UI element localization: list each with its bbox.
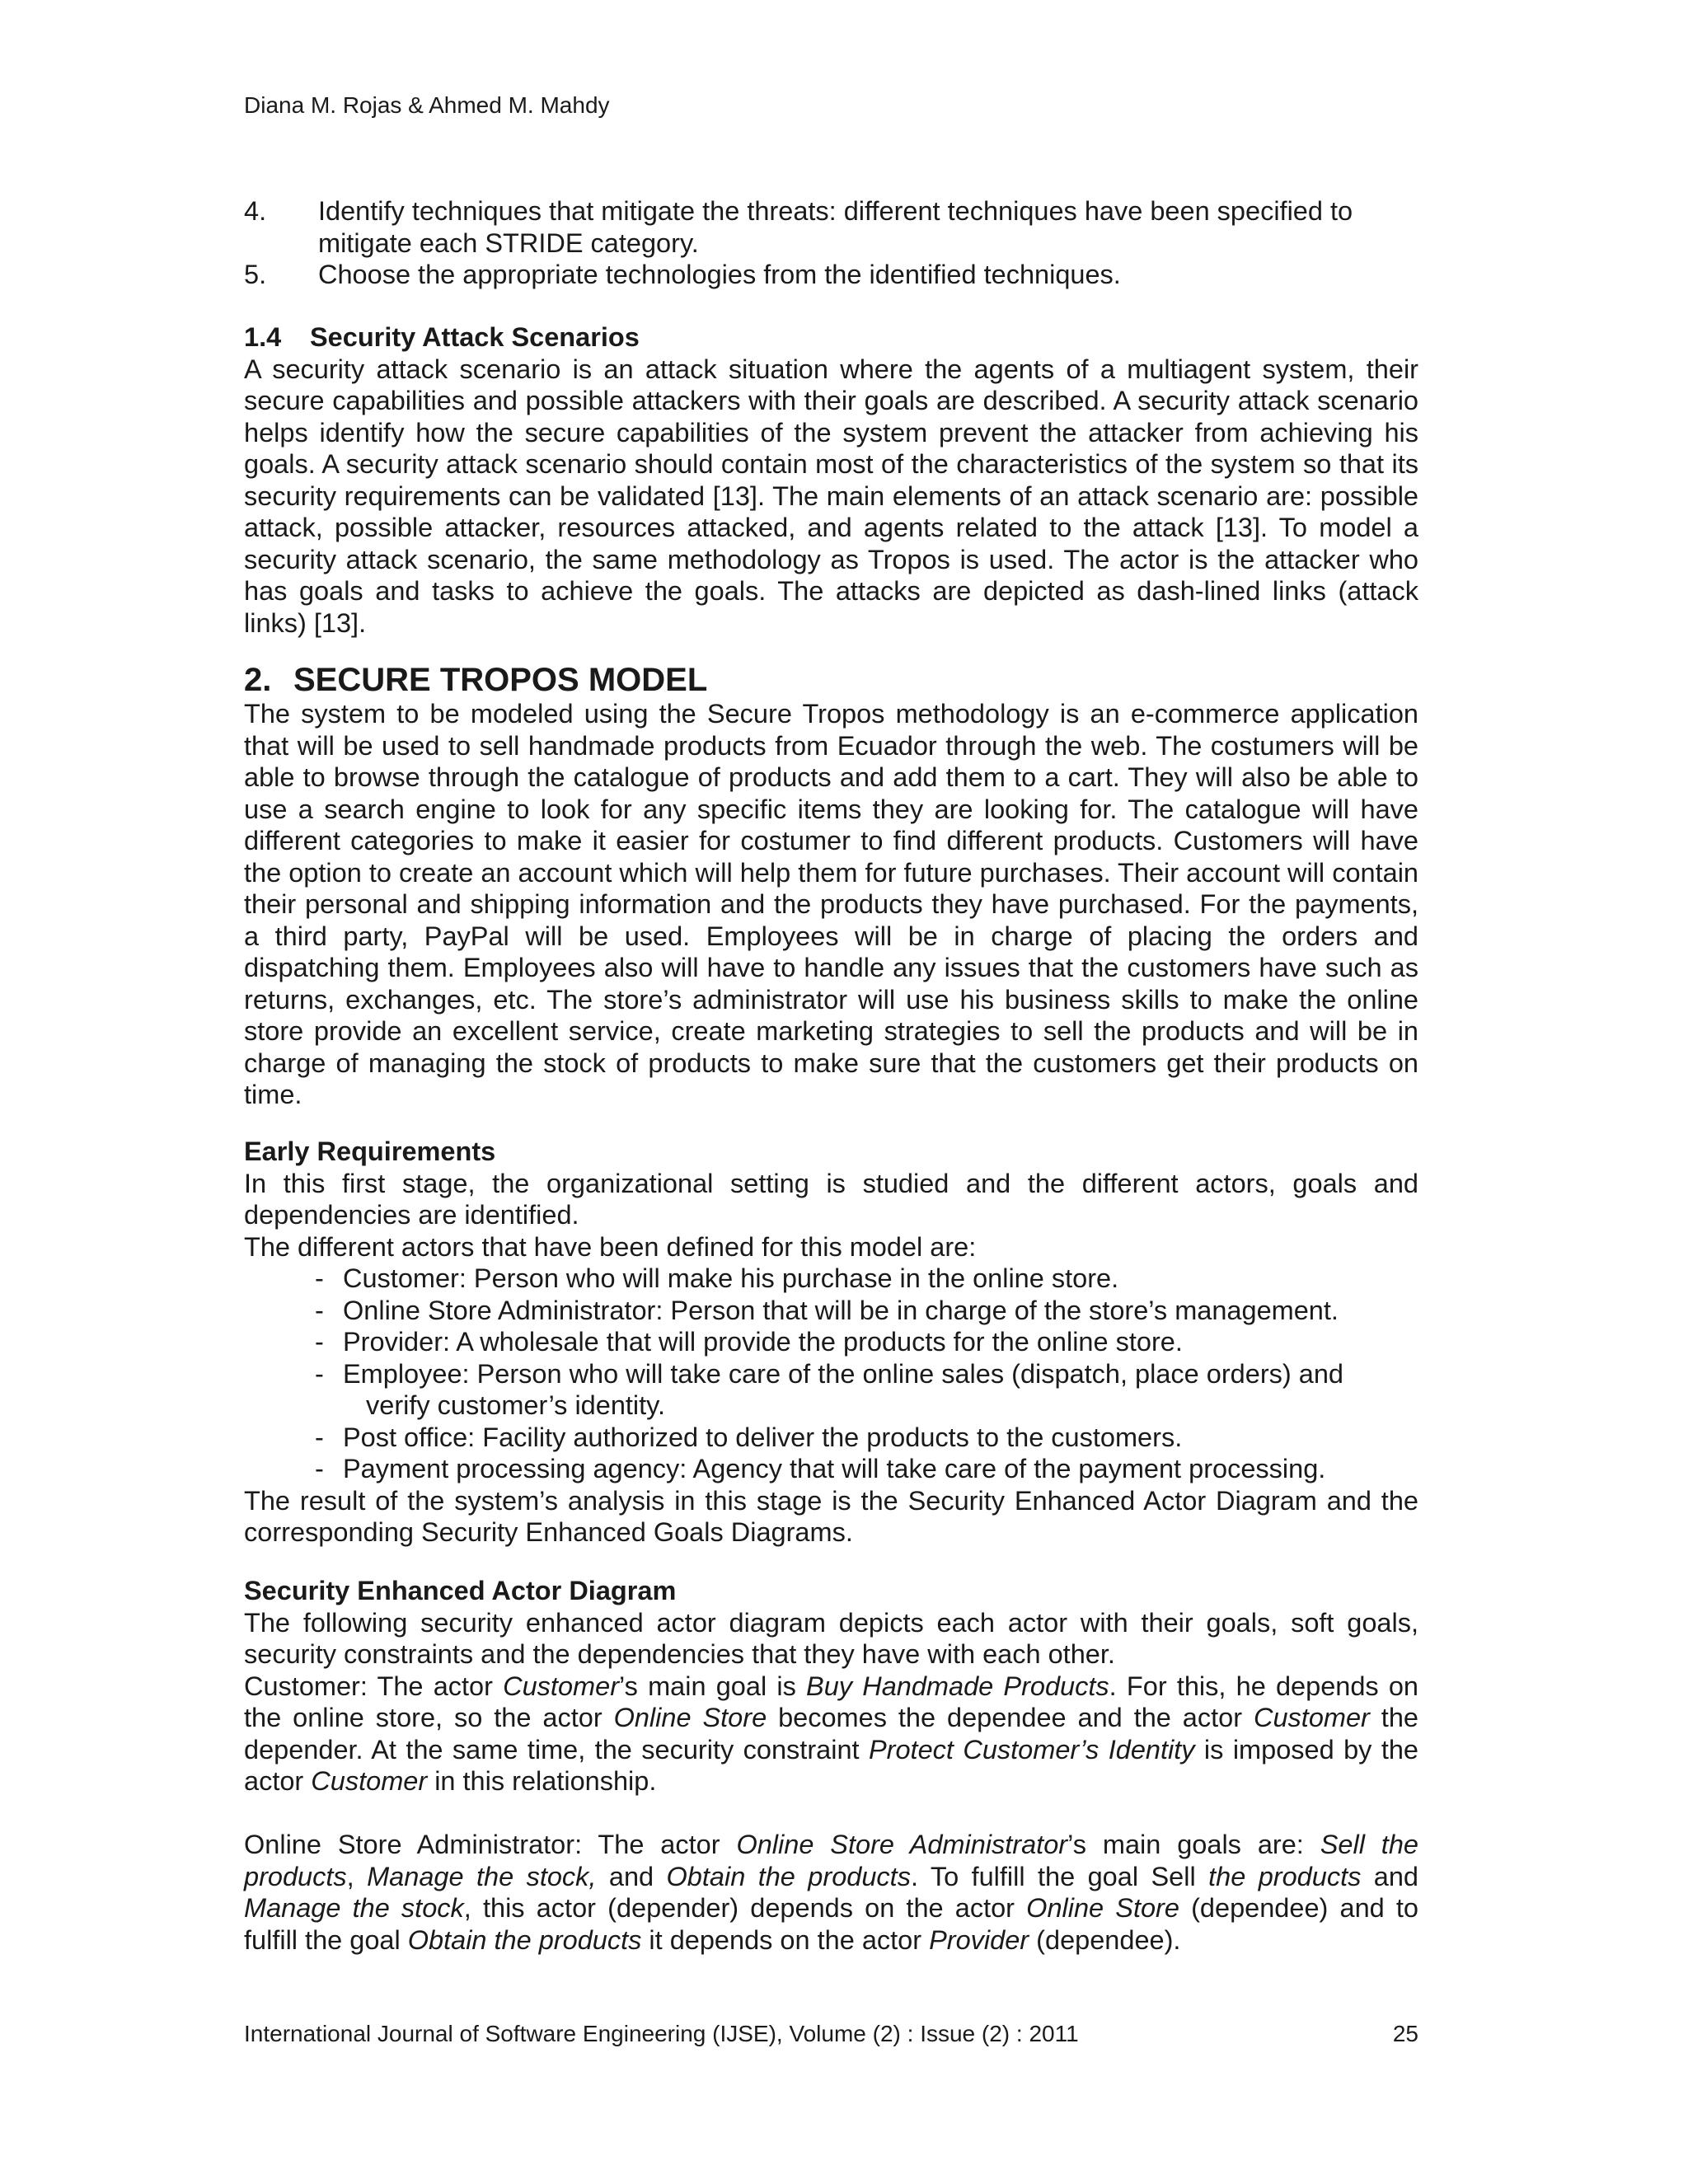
list-item-text: Identify techniques that mitigate the threats: different techniques have been specified to bbox=[318, 196, 1353, 226]
section-heading bbox=[244, 321, 1418, 354]
paragraph-admin: Online Store Administrator: The actor Online Store Administrator’s main goals are: Sell the products, Manage the stock, and Obtain the products. To fulfill the goal Sell the products and Manage the stock, this actor (depender) depends on the actor Online Store (dependee) and to fulfill the goal Obtain the products it depends on the actor Provider (dependee). bbox=[244, 1830, 1418, 1955]
list-item-number: 4. bbox=[244, 196, 267, 226]
section-title: Security Attack Scenarios bbox=[310, 322, 640, 352]
list-item bbox=[244, 195, 1418, 259]
actor-list-item: - Post office: Facility authorized to deliver the products to the customers. bbox=[315, 1422, 1183, 1452]
paragraph: The following security enhanced actor diagram depicts each actor with their goals, soft goals, security constraints and the dependencies that they have with each other. bbox=[244, 1607, 1418, 1669]
actor-list-item: - Employee: Person who will take care of the online sales (dispatch, place orders) and verify customer’s identity. bbox=[244, 1358, 1418, 1422]
actor-text: Post office: Facility authorized to deliver the products to the customers. bbox=[343, 1422, 1183, 1452]
actor-text: Payment processing agency: Agency that will take care of the payment processing. bbox=[343, 1454, 1326, 1483]
subsection-heading: Early Requirements bbox=[244, 1137, 496, 1166]
actor-text: Employee: Person who will take care of the online sales (dispatch, place orders) and bbox=[343, 1358, 1343, 1389]
running-footer bbox=[244, 2021, 1418, 2047]
section-actor-diagram bbox=[244, 1575, 1418, 1956]
paragraph: The result of the system’s analysis in this stage is the Security Enhanced Actor Diagram and the corresponding Security Enhanced Goals Diagrams. bbox=[244, 1485, 1418, 1547]
section-security-attack-scenarios bbox=[244, 321, 1418, 639]
section-heading bbox=[244, 662, 1418, 698]
paragraph: In this first stage, the organizational setting is studied and the different actors, goals and dependencies are identified. bbox=[244, 1168, 1418, 1230]
actor-text: Provider: A wholesale that will provide the products for the online store. bbox=[343, 1327, 1183, 1357]
actor-list-item: - Online Store Administrator: Person that will be in charge of the store’s management. bbox=[315, 1295, 1339, 1325]
paragraph-customer: Customer: The actor Customer’s main goal is Buy Handmade Products. For this, he depends on the online store, so the actor Online Store becomes the dependee and the actor Customer the depender. At the same time, the security constraint Protect Customer’s Identity is imposed by the actor Customer in this relationship. bbox=[244, 1671, 1419, 1796]
running-header: Diana M. Rojas & Ahmed M. Mahdy bbox=[244, 92, 610, 118]
paragraph: The system to be modeled using the Secure Tropos methodology is an e-commerce application that will be used to sell handmade products from Ecuador through the web. The costumers will be able to browse through the catalogue of products and add them to a cart. They will also be able to use a search engine to look for any specific items they are looking for. The catalogue will have different categories to make it easier for costumer to find different products. Customers will have the option to create an account which will help them for future purchases. Their account will contain their personal and shipping information and the products they have purchased. For the payments, a third party, PayPal will be used. Employees will be in charge of placing the orders and dispatching them. Employees also will have to handle any issues that the customers have such as returns, exchanges, etc. The store’s administrator will use his business skills to make the online store provide an excellent service, create marketing strategies to sell the products and will be in charge of managing the stock of products to make sure that the customers get their products on time. bbox=[244, 699, 1418, 1109]
journal-citation: International Journal of Software Engineering (IJSE), Volume (2) : Issue (2) : 2011 bbox=[244, 2021, 1079, 2046]
actor-text: Customer: Person who will make his purchase in the online store. bbox=[343, 1263, 1119, 1293]
actor-list-item: - Payment processing agency: Agency that will take care of the payment processing. bbox=[315, 1454, 1326, 1483]
subsection-heading: Security Enhanced Actor Diagram bbox=[244, 1576, 677, 1605]
actor-text: Online Store Administrator: Person that will be in charge of the store’s management. bbox=[343, 1295, 1339, 1325]
list-item-text: Choose the appropriate technologies from the identified techniques. bbox=[318, 260, 1121, 289]
actor-list-item: - Provider: A wholesale that will provide the products for the online store. bbox=[315, 1327, 1183, 1357]
list-item-number: 5. bbox=[244, 260, 267, 289]
paragraph: The different actors that have been defined for this model are: bbox=[244, 1231, 977, 1262]
section-number: 1.4 bbox=[244, 322, 282, 352]
actor-list-item: - Customer: Person who will make his purchase in the online store. bbox=[315, 1263, 1119, 1293]
section-early-requirements bbox=[244, 1136, 1418, 1549]
page-number: 25 bbox=[1392, 2021, 1418, 2046]
list-item bbox=[244, 259, 1418, 291]
section-title: SECURE TROPOS MODEL bbox=[293, 662, 708, 698]
actor-text-cont: verify customer’s identity. bbox=[366, 1390, 666, 1420]
section-secure-tropos-model bbox=[244, 662, 1418, 1111]
numbered-list bbox=[244, 195, 1418, 291]
paragraph: A security attack scenario is an attack situation where the agents of a multiagent system, their secure capabilities and possible attackers with their goals are described. A security attack scenario helps identify how the secure capabilities of the system prevent the attacker from achieving his goals. A security attack scenario should contain most of the characteristics of the system so that its security requirements can be validated [13]. The main elements of an attack scenario are: possible attack, possible attacker, resources attacked, and agents related to the attack [13]. To model a security attack scenario, the same methodology as Tropos is used. The actor is the attacker who has goals and tasks to achieve the goals. The attacks are depicted as dash-lined links (attack links) [13]. bbox=[244, 354, 1418, 638]
list-item-text-cont: mitigate each STRIDE category. bbox=[318, 227, 699, 258]
section-number: 2. bbox=[244, 662, 272, 698]
